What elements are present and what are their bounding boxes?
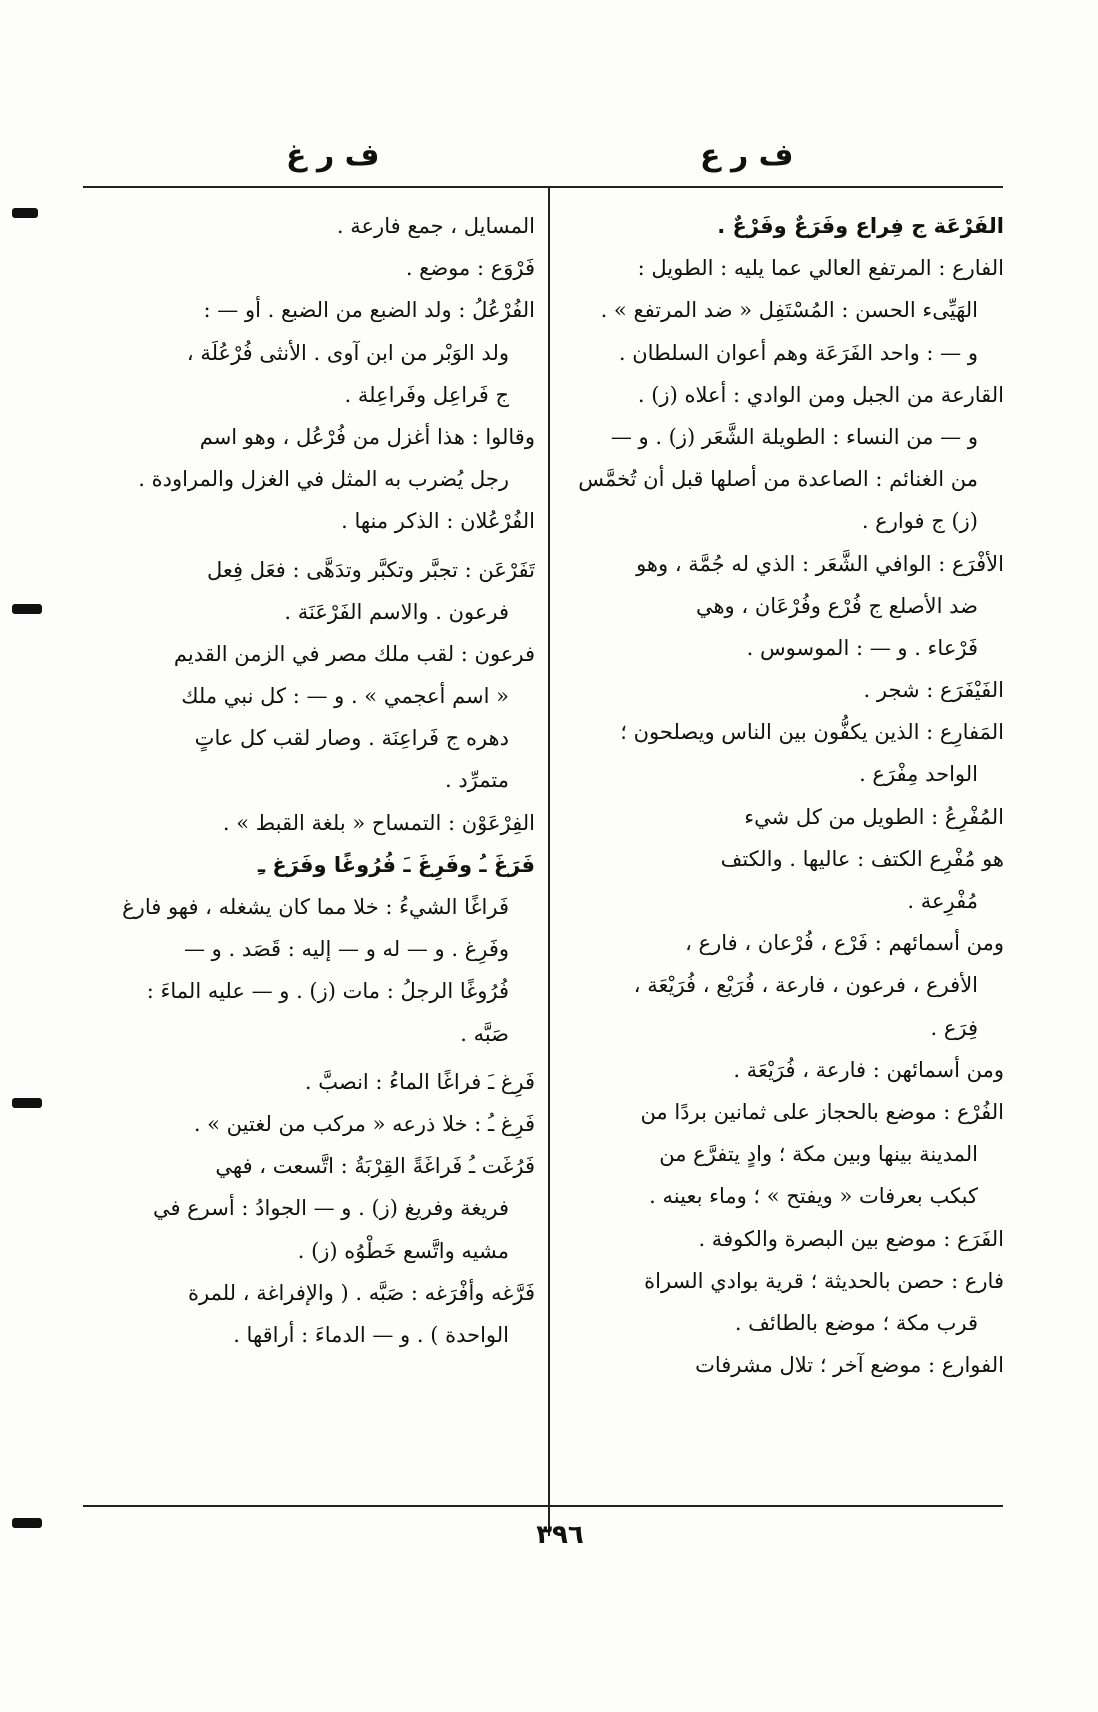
- left-column: [115, 205, 535, 1356]
- binding-mark: [12, 208, 38, 218]
- entry-line: فَرِغ ـَ فراغًا الماءُ : انصبَّ .: [304, 1069, 535, 1094]
- entry-line: الفُرْعُلُ : ولد الضبع من الضبع . أو — :: [203, 298, 535, 323]
- entry-line: فَرْعاء . و — : الموسوس .: [746, 635, 978, 660]
- entry-line: المَفارِع : الذين يكفُّون بين الناس ويصلحون ؛: [620, 720, 1004, 745]
- entry-line: الفوارع : موضع آخر ؛ تلال مشرفات: [695, 1353, 1004, 1378]
- entry-line: (ز) ج فوارع .: [861, 509, 978, 534]
- entry-line: فُرُوغًا الرجلُ : مات (ز) . و — عليه الماءَ :: [146, 979, 509, 1004]
- binding-mark: [12, 1518, 42, 1528]
- entry-line: المُفْرِعُ : الطويل من كل شيء: [744, 804, 1004, 829]
- binding-mark: [12, 604, 42, 614]
- entry-line: المسايل ، جمع فارعة .: [336, 214, 535, 238]
- running-header-left: ف ر غ: [286, 138, 380, 173]
- binding-mark: [12, 1098, 42, 1108]
- entry-line: قرب مكة ؛ موضع بالطائف .: [734, 1310, 978, 1335]
- entry-line: مشيه واتَّسع خَطْوُه (ز) .: [297, 1238, 509, 1263]
- entry-line: رجل يُضرب به المثل في الغزل والمراودة .: [138, 467, 509, 492]
- entry-line: الأفْرَع : الوافي الشَّعَر : الذي له جُمَّة ، وهو: [636, 551, 1004, 576]
- entry-line: فِرَع .: [930, 1015, 978, 1040]
- entry-line: الأفرع ، فرعون ، فارعة ، فُرَيْع ، فُرَيْعَة ،: [633, 973, 978, 998]
- entry-line: الفِرْعَوْن : التمساح « بلغة القبط » .: [222, 810, 535, 835]
- entry-line: تَفَرْعَن : تجبَّر وتكبَّر وتدَهَّى : فعَل فِعل: [206, 557, 535, 582]
- entry-line: المدينة بينها وبين مكة ؛ وادٍ يتفرَّع من: [659, 1142, 978, 1167]
- entry-line: الفُرْع : موضع بالحجاز على ثمانين بردًا من: [640, 1099, 1004, 1124]
- entry-line: فَرْوَع : موضع .: [405, 256, 535, 281]
- entry-line: فَرُغَت ـُ فَراغَةً القِرْبَةُ : اتَّسعت ، فهي: [215, 1154, 535, 1179]
- right-column: [566, 205, 1004, 1386]
- entry-line: القارعة من الجبل ومن الوادي : أعلاه (ز) .: [637, 382, 1004, 407]
- entry-line: و — من النساء : الطويلة الشَّعَر (ز) . و —: [610, 424, 978, 449]
- page-number: ٣٩٦: [536, 1520, 584, 1550]
- entry-line: ولد الوَبْر من ابن آوى . الأنثى فُرْعُلَة ،: [186, 340, 509, 365]
- entry-line: كبكب بعرفات « ويفتح » ؛ وماء بعينه .: [649, 1184, 978, 1209]
- entry-line: الفَرَع : موضع بين البصرة والكوفة .: [698, 1226, 1004, 1251]
- entry-line: ومن أسمائهن : فارعة ، فُرَيْعَة .: [733, 1057, 1004, 1082]
- running-header-right: ف ر ع: [700, 138, 794, 173]
- entry-line: « اسم أعجمي » . و — : كل نبي ملك: [181, 684, 509, 709]
- column-divider: [548, 188, 550, 1536]
- entry-line: وفَرِغ . و — له و — إليه : قَصَد . و —: [183, 937, 509, 962]
- entry-line: فَراغًا الشيءُ : خلا مما كان يشغله ، فهو فارغ: [122, 895, 509, 919]
- entry-line: هو مُفْرِع الكتف : عاليها . والكتف: [720, 846, 1004, 871]
- entry-line: الواحد مِفْرَع .: [859, 762, 978, 787]
- entry-line: فارع : حصن بالحديثة ؛ قرية بوادي السراة: [644, 1268, 1004, 1293]
- entry-line: فريغة وفريغ (ز) . و — الجوادُ : أسرع في: [152, 1196, 509, 1221]
- entry-line: الواحدة ) . و — الدماءَ : أراقها .: [233, 1322, 509, 1347]
- entry-line: الفارع : المرتفع العالي عما يليه : الطويل :: [637, 256, 1004, 281]
- entry-line: الفَرْعَة ج فِراع وفَرَعٌ وفَرْعٌ .: [717, 214, 1004, 238]
- header-rule: [83, 186, 1003, 188]
- entry-line: فَرَّغه وأفْرَغه : صَبَّه . ( والإفراغة ، للمرة: [188, 1280, 535, 1305]
- entry-line: الفَيْفَرَع : شجر .: [863, 678, 1004, 703]
- entry-line: الهَيِّىء الحسن : المُسْتَفِل « ضد المرتفع » .: [600, 298, 978, 323]
- footer-rule: [83, 1505, 1003, 1507]
- entry-line: ضد الأصلع ج فُرْع وفُرْعَان ، وهي: [695, 593, 978, 618]
- entry-line: دهره ج فَراعِنَة . وصار لقب كل عاتٍ: [194, 726, 509, 751]
- entry-line: مُفْرِعة .: [907, 889, 978, 913]
- entry-line: متمرِّد .: [444, 768, 509, 793]
- entry-line: فرعون . والاسم الفَرْعَنَة .: [284, 599, 509, 624]
- entry-line: ومن أسمائهم : فَرْع ، فُرْعان ، فارع ،: [685, 931, 1004, 956]
- entry-line: صَبَّه .: [460, 1021, 509, 1046]
- entry-line: و — : واحد الفَرَعَة وهم أعوان السلطان .: [618, 340, 978, 365]
- entry-line: فَرِغ ـُ : خلا ذرعه « مركب من لغتين » .: [193, 1111, 535, 1136]
- entry-line: ج فَراعِل وفَراعِلة .: [344, 382, 509, 407]
- entry-line: فرعون : لقب ملك مصر في الزمن القديم: [173, 641, 535, 666]
- entry-line: الفُرْعُلان : الذكر منها .: [341, 509, 535, 534]
- entry-line: وقالوا : هذا أغزل من فُرْعُل ، وهو اسم: [199, 424, 535, 449]
- entry-line: من الغنائم : الصاعدة من أصلها قبل أن تُخمَّس: [578, 467, 978, 492]
- entry-line: فَرَغَ ـُ وفَرِغَ ـَ فُرُوغًا وفَرَغ ـِ: [257, 852, 535, 877]
